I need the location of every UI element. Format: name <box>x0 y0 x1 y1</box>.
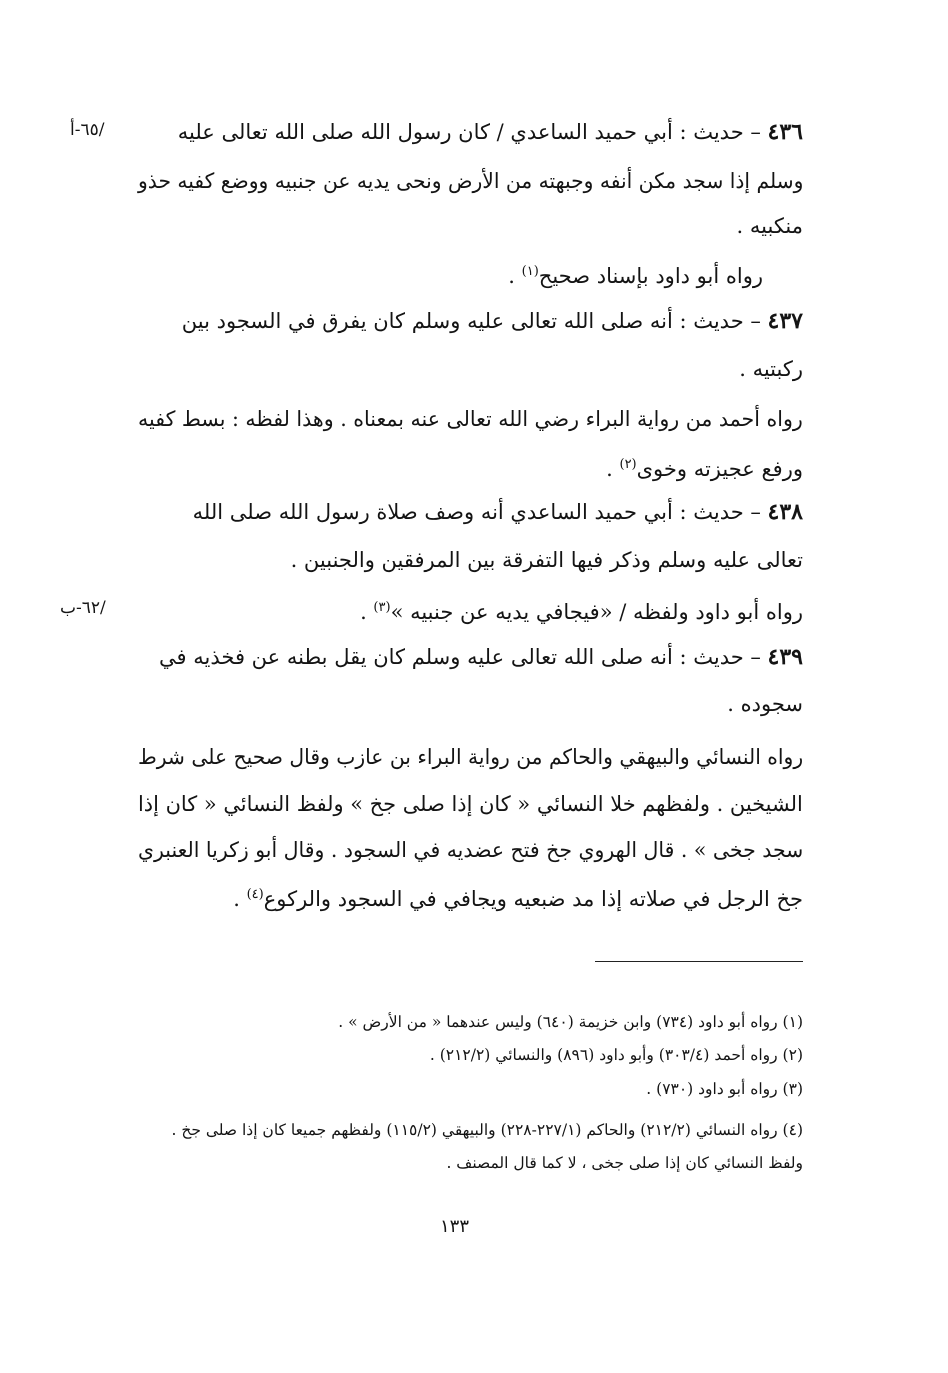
hadith-number: ٤٣٨ <box>767 499 803 525</box>
text-line: رواه أبو داود بإسناد صحيح$^{(١)}$ . <box>508 264 763 288</box>
hadith-line: ٤٣٩ – حديث : أنه صلى الله تعالى عليه وسلم كان يقل بطنه عن فخذيه في <box>159 644 803 670</box>
text-line: جخ الرجل في صلاته إذا مد ضبعيه ويجافي في السجود والركوع$^{(٤)}$ . <box>233 887 803 911</box>
text-line: ورفع عجيزته وخوى$^{(٢)}$ . <box>606 457 803 481</box>
footnote: (٤) رواه النسائي (٢١٢/٢) والحاكم (٢٢٧/١-٢٢٨) والبيهقي (١١٥/٢) ولفظهم جميعا كان إذا صلى جخ . <box>171 1121 803 1139</box>
text-line: سجوده . <box>727 692 803 716</box>
text-line: ركبتيه . <box>739 357 803 381</box>
manuscript-folio-note: /٦٥-أ <box>70 120 105 140</box>
text-line: رواه أبو داود ولفظه / «فيجافي يديه عن جنبيه »$^{(٣)}$ . <box>360 600 803 624</box>
text-line: تعالى عليه وسلم وذكر فيها التفرقة بين المرفقين والجنبين . <box>290 548 803 572</box>
footnote-ref: (١) <box>521 264 539 279</box>
footnote-divider <box>595 961 803 962</box>
hadith-number: ٤٣٧ <box>767 308 803 334</box>
hadith-number: ٤٣٩ <box>767 644 803 670</box>
text-line: رواه النسائي والبيهقي والحاكم من رواية البراء بن عازب وقال صحيح على شرط <box>137 745 803 769</box>
footnote-ref: (٤) <box>246 887 264 902</box>
hadith-line: ٤٣٦ – حديث : أبي حميد الساعدي / كان رسول الله صلى الله تعالى عليه <box>177 119 803 145</box>
hadith-line: ٤٣٨ – حديث : أبي حميد الساعدي أنه وصف صلاة رسول الله صلى الله <box>192 499 803 525</box>
footnote-ref: (٣) <box>373 600 391 615</box>
page-number: ١٣٣ <box>440 1216 470 1237</box>
text-line: رواه أحمد من رواية البراء رضي الله تعالى عنه بمعناه . وهذا لفظه : بسط كفيه <box>138 407 803 431</box>
manuscript-folio-note: /٦٢-ب <box>60 598 106 618</box>
text-line: منكبيه . <box>736 214 803 238</box>
hadith-line: ٤٣٧ – حديث : أنه صلى الله تعالى عليه وسلم كان يفرق في السجود بين <box>181 308 803 334</box>
footnote: (١) رواه أبو داود (٧٣٤) وابن خزيمة (٦٤٠) وليس عندهما « من الأرض » . <box>338 1013 803 1031</box>
footnote: (٣) رواه أبو داود (٧٣٠) . <box>646 1080 803 1098</box>
text-line: وسلم إذا سجد مكن أنفه وجبهته من الأرض ونحى يديه عن جنبيه ووضع كفيه حذو <box>137 169 803 193</box>
hadith-number: ٤٣٦ <box>767 119 803 145</box>
text-line: سجد جخى » . قال الهروي جخ فتح عضديه في السجود . وقال أبو زكريا العنبري <box>137 838 803 862</box>
footnote: (٢) رواه أحمد (٣٠٣/٤) وأبو داود (٨٩٦) والنسائي (٢١٢/٢) . <box>429 1046 803 1064</box>
footnote: ولفظ النسائي كان إذا صلى جخى ، لا كما قال المصنف . <box>446 1154 803 1172</box>
footnote-ref: (٢) <box>619 457 637 472</box>
text-line: الشيخين . ولفظهم خلا النسائي « كان إذا صلى جخ » ولفظ النسائي « كان إذا <box>138 792 803 816</box>
